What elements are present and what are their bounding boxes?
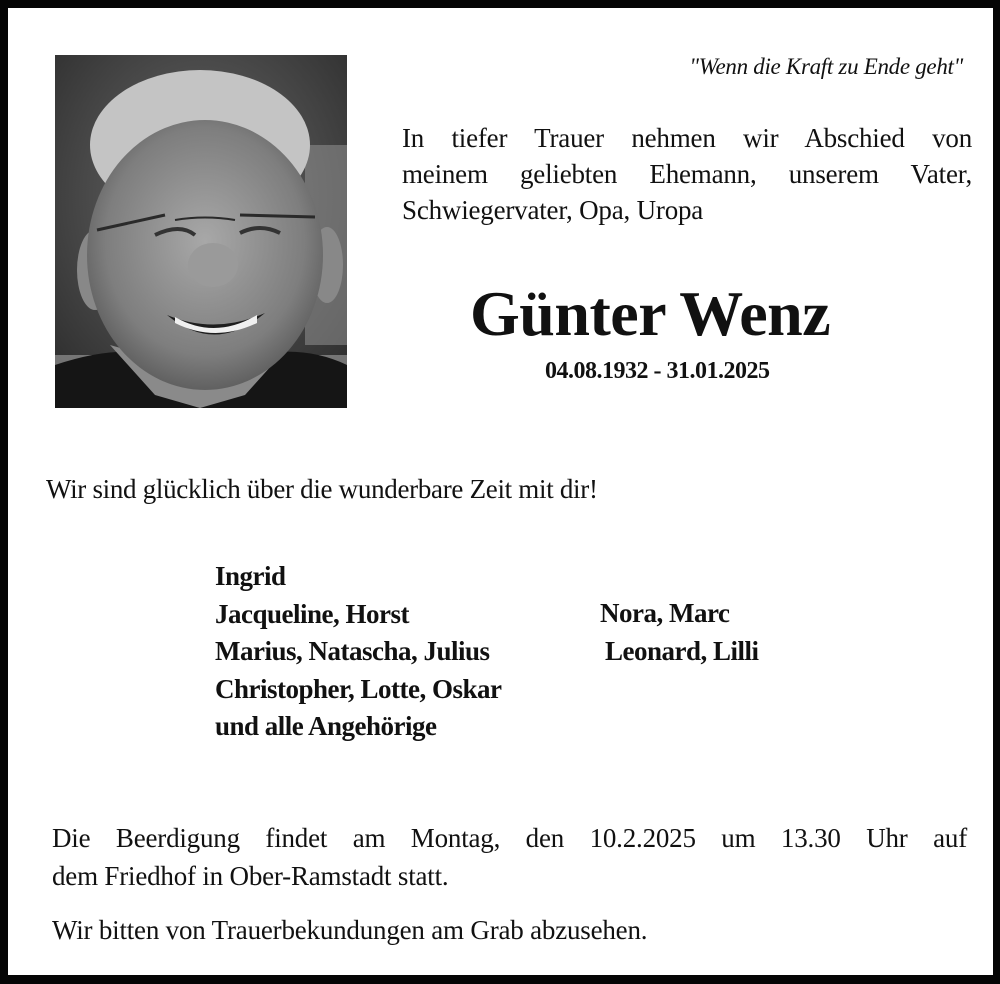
family-entry: Leonard, Lilli [605, 635, 759, 666]
life-dates: 04.08.1932 - 31.01.2025 [545, 358, 770, 384]
funeral-info [52, 819, 967, 895]
intro-line: Schwiegervater, Opa, Uropa [402, 195, 704, 225]
portrait-icon [55, 55, 347, 408]
portrait-photo [55, 55, 347, 408]
intro-line: In tiefer Trauer nehmen wir Abschied von [402, 123, 972, 153]
intro-line: meinem geliebten Ehemann, unserem Vater, [402, 159, 972, 189]
family-entry: Jacqueline, Horst [215, 598, 409, 629]
family-entry: Nora, Marc [600, 598, 730, 628]
family-entry: Ingrid [215, 561, 286, 591]
funeral-line: Die Beerdigung findet am Montag, den 10.2.2025 um 13.30 Uhr auf [52, 823, 967, 853]
family-entry: Marius, Natascha, Julius [215, 636, 490, 666]
family-list-right [600, 595, 759, 670]
intro-text [402, 120, 972, 228]
deceased-name: Günter Wenz [470, 278, 831, 349]
family-entry: und alle Angehörige [215, 711, 437, 741]
condolence-request: Wir bitten von Trauerbekundungen am Grab abzusehen. [52, 915, 648, 945]
thanks-line: Wir sind glücklich über die wunderbare Zeit mit dir! [46, 474, 598, 504]
quote-heading: "Wenn die Kraft zu Ende geht" [689, 54, 963, 79]
family-entry: Christopher, Lotte, Oskar [215, 673, 502, 704]
family-list-left [215, 558, 502, 746]
funeral-line: dem Friedhof in Ober-Ramstadt statt. [52, 861, 449, 891]
